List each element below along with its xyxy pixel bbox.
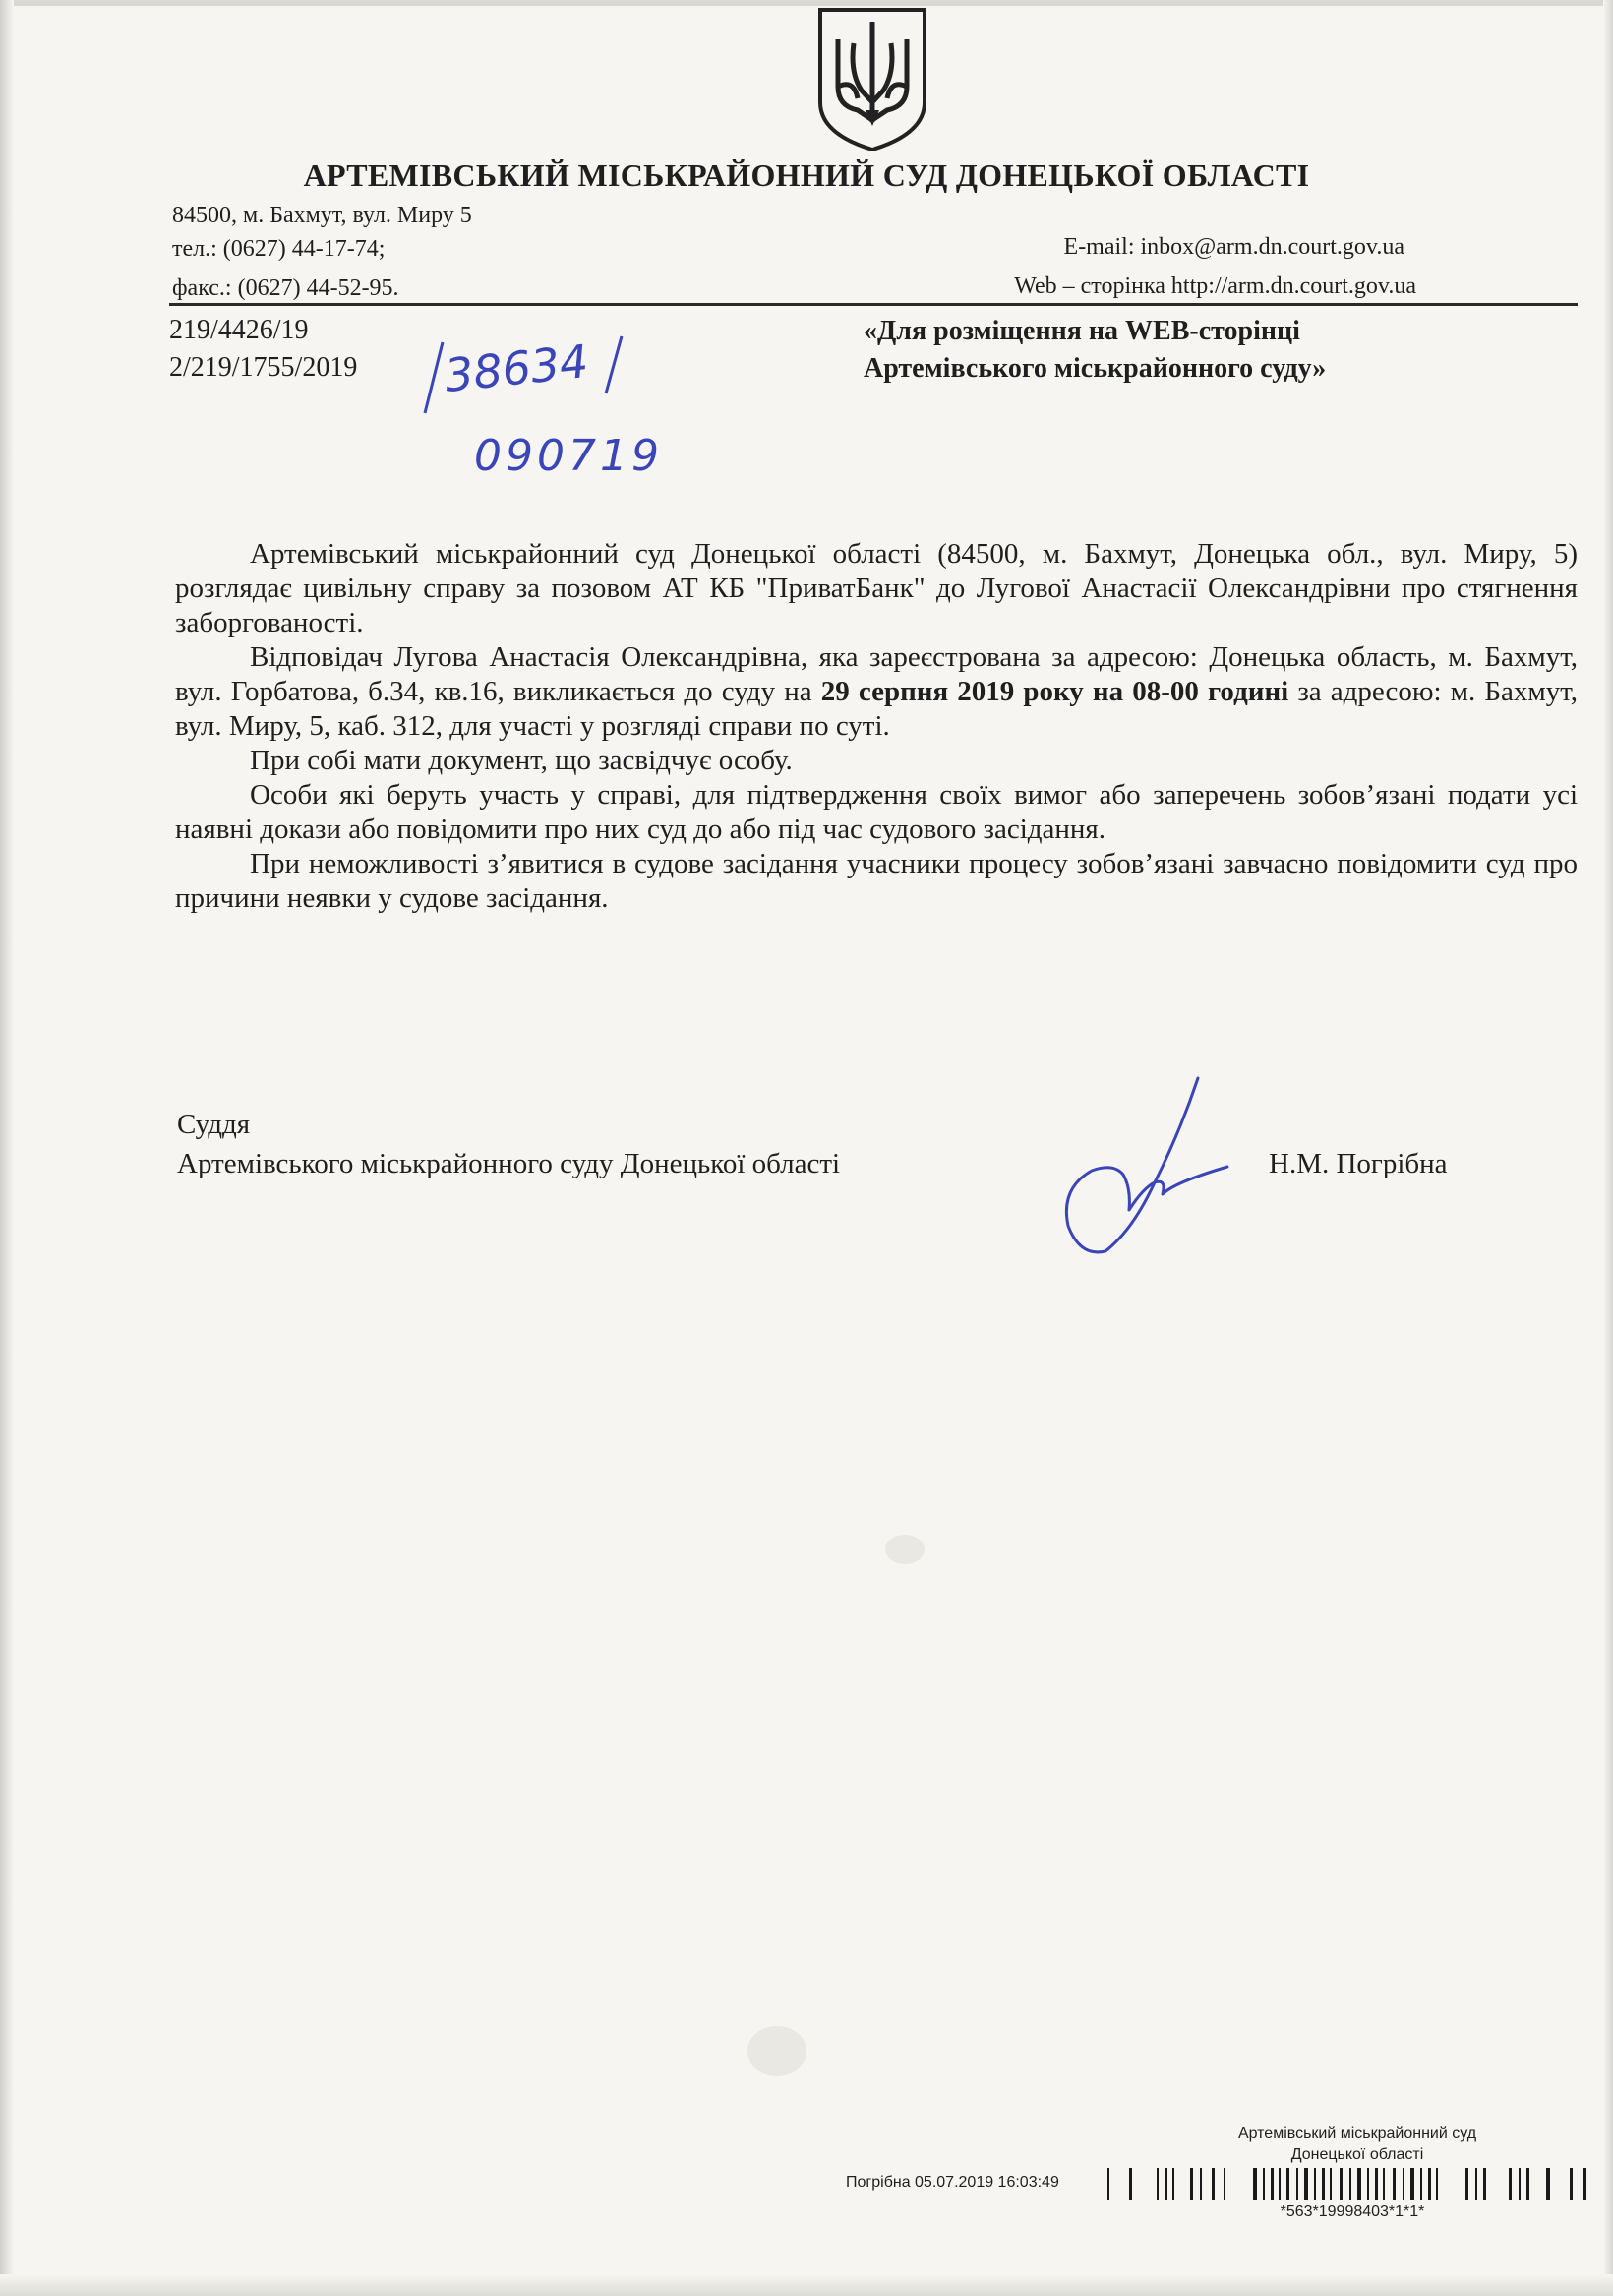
trident-coat-of-arms-icon <box>814 4 930 153</box>
court-phone: тел.: (0627) 44-17-74; <box>172 236 386 262</box>
handwritten-registration-mark <box>413 334 708 492</box>
body-paragraph-1: Артемівський міськрайонний суд Донецької області (84500, м. Бахмут, Донецька обл., вул. Миру, 5) розглядає цивільну справу за позовом АТ КБ "ПриватБанк" до Лугової Анастасії Олександрівни про стягнення заборгованості. <box>175 538 1578 638</box>
handwritten-date: 090719 <box>474 431 663 481</box>
body-paragraph-4: Особи які беруть участь у справі, для підтвердження своїх вимог або заперечень зобов’язані подати усі наявні докази або повідомити про них суд до або під час судового засідання. <box>175 779 1578 845</box>
court-email: E-mail: inbox@arm.dn.court.gov.ua <box>1063 234 1404 260</box>
stamp-court-line1: Артемівський міськрайонний суд <box>1237 2125 1477 2142</box>
body-paragraph-2 <box>175 640 1578 744</box>
scan-edge-left <box>0 0 14 2296</box>
scan-smudge <box>885 1535 925 1564</box>
proceeding-ref-number: 2/219/1755/2019 <box>169 352 358 383</box>
body-paragraph-2-text-b: за адресою: м. Бахмут, вул. Миру, 5, каб. 312, для участі у розгляді справи по суті. <box>175 676 1578 742</box>
scan-edge-top <box>0 0 1613 6</box>
handwritten-signature <box>1052 1072 1249 1259</box>
scan-edge-right <box>1603 0 1613 2296</box>
court-title: АРТЕМІВСЬКИЙ МІСЬКРАЙОННИЙ СУД ДОНЕЦЬКОЇ ОБЛАСТІ <box>303 157 1310 193</box>
placement-note-line1: «Для розміщення на WEB-сторінці <box>864 316 1300 346</box>
court-address: 84500, м. Бахмут, вул. Миру 5 <box>172 203 472 228</box>
signer-court: Артемівського міськрайонного суду Донецької області <box>177 1148 841 1179</box>
hearing-date-time: 29 серпня 2019 року на 08-00 годині <box>820 676 1289 707</box>
barcode <box>1107 2166 1589 2202</box>
notice-body <box>175 537 1578 916</box>
stamp-court-line2: Донецької області <box>1290 2146 1424 2163</box>
signer-role: Суддя <box>177 1109 251 1140</box>
court-web: Web – сторінка http://arm.dn.court.gov.ua <box>1014 273 1416 299</box>
case-ref-number: 219/4426/19 <box>169 315 309 345</box>
registration-stamp-court <box>1151 2123 1564 2166</box>
scan-smudge <box>747 2026 806 2076</box>
court-fax: факс.: (0627) 44-52-95. <box>172 275 399 301</box>
handwritten-number: 38634 <box>442 334 591 402</box>
body-paragraph-5: При неможливості з’явитися в судове засідання учасники процесу зобов’язані завчасно повідомити суд про причини неявки у судове засідання. <box>175 848 1578 914</box>
signer-name: Н.М. Погрібна <box>1269 1148 1448 1179</box>
placement-note <box>864 313 1572 388</box>
placement-note-line2: Артемівського міськрайонного суду» <box>864 353 1327 384</box>
header-divider <box>169 303 1578 306</box>
scan-edge-bottom <box>0 2274 1613 2296</box>
body-paragraph-3: При собі мати документ, що засвідчує особу. <box>250 745 793 776</box>
registration-stamp-meta: Погрібна 05.07.2019 16:03:49 <box>846 2174 1059 2191</box>
body-paragraph-2-text-a: Відповідач Лугова Анастасія Олександрівна, яка зареєстрована за адресою: Донецька область, м. Бахмут, вул. Горбатова, б.34, кв.16, викликається до суду на <box>175 641 1578 707</box>
barcode-number: *563*19998403*1*1* <box>1280 2204 1425 2220</box>
